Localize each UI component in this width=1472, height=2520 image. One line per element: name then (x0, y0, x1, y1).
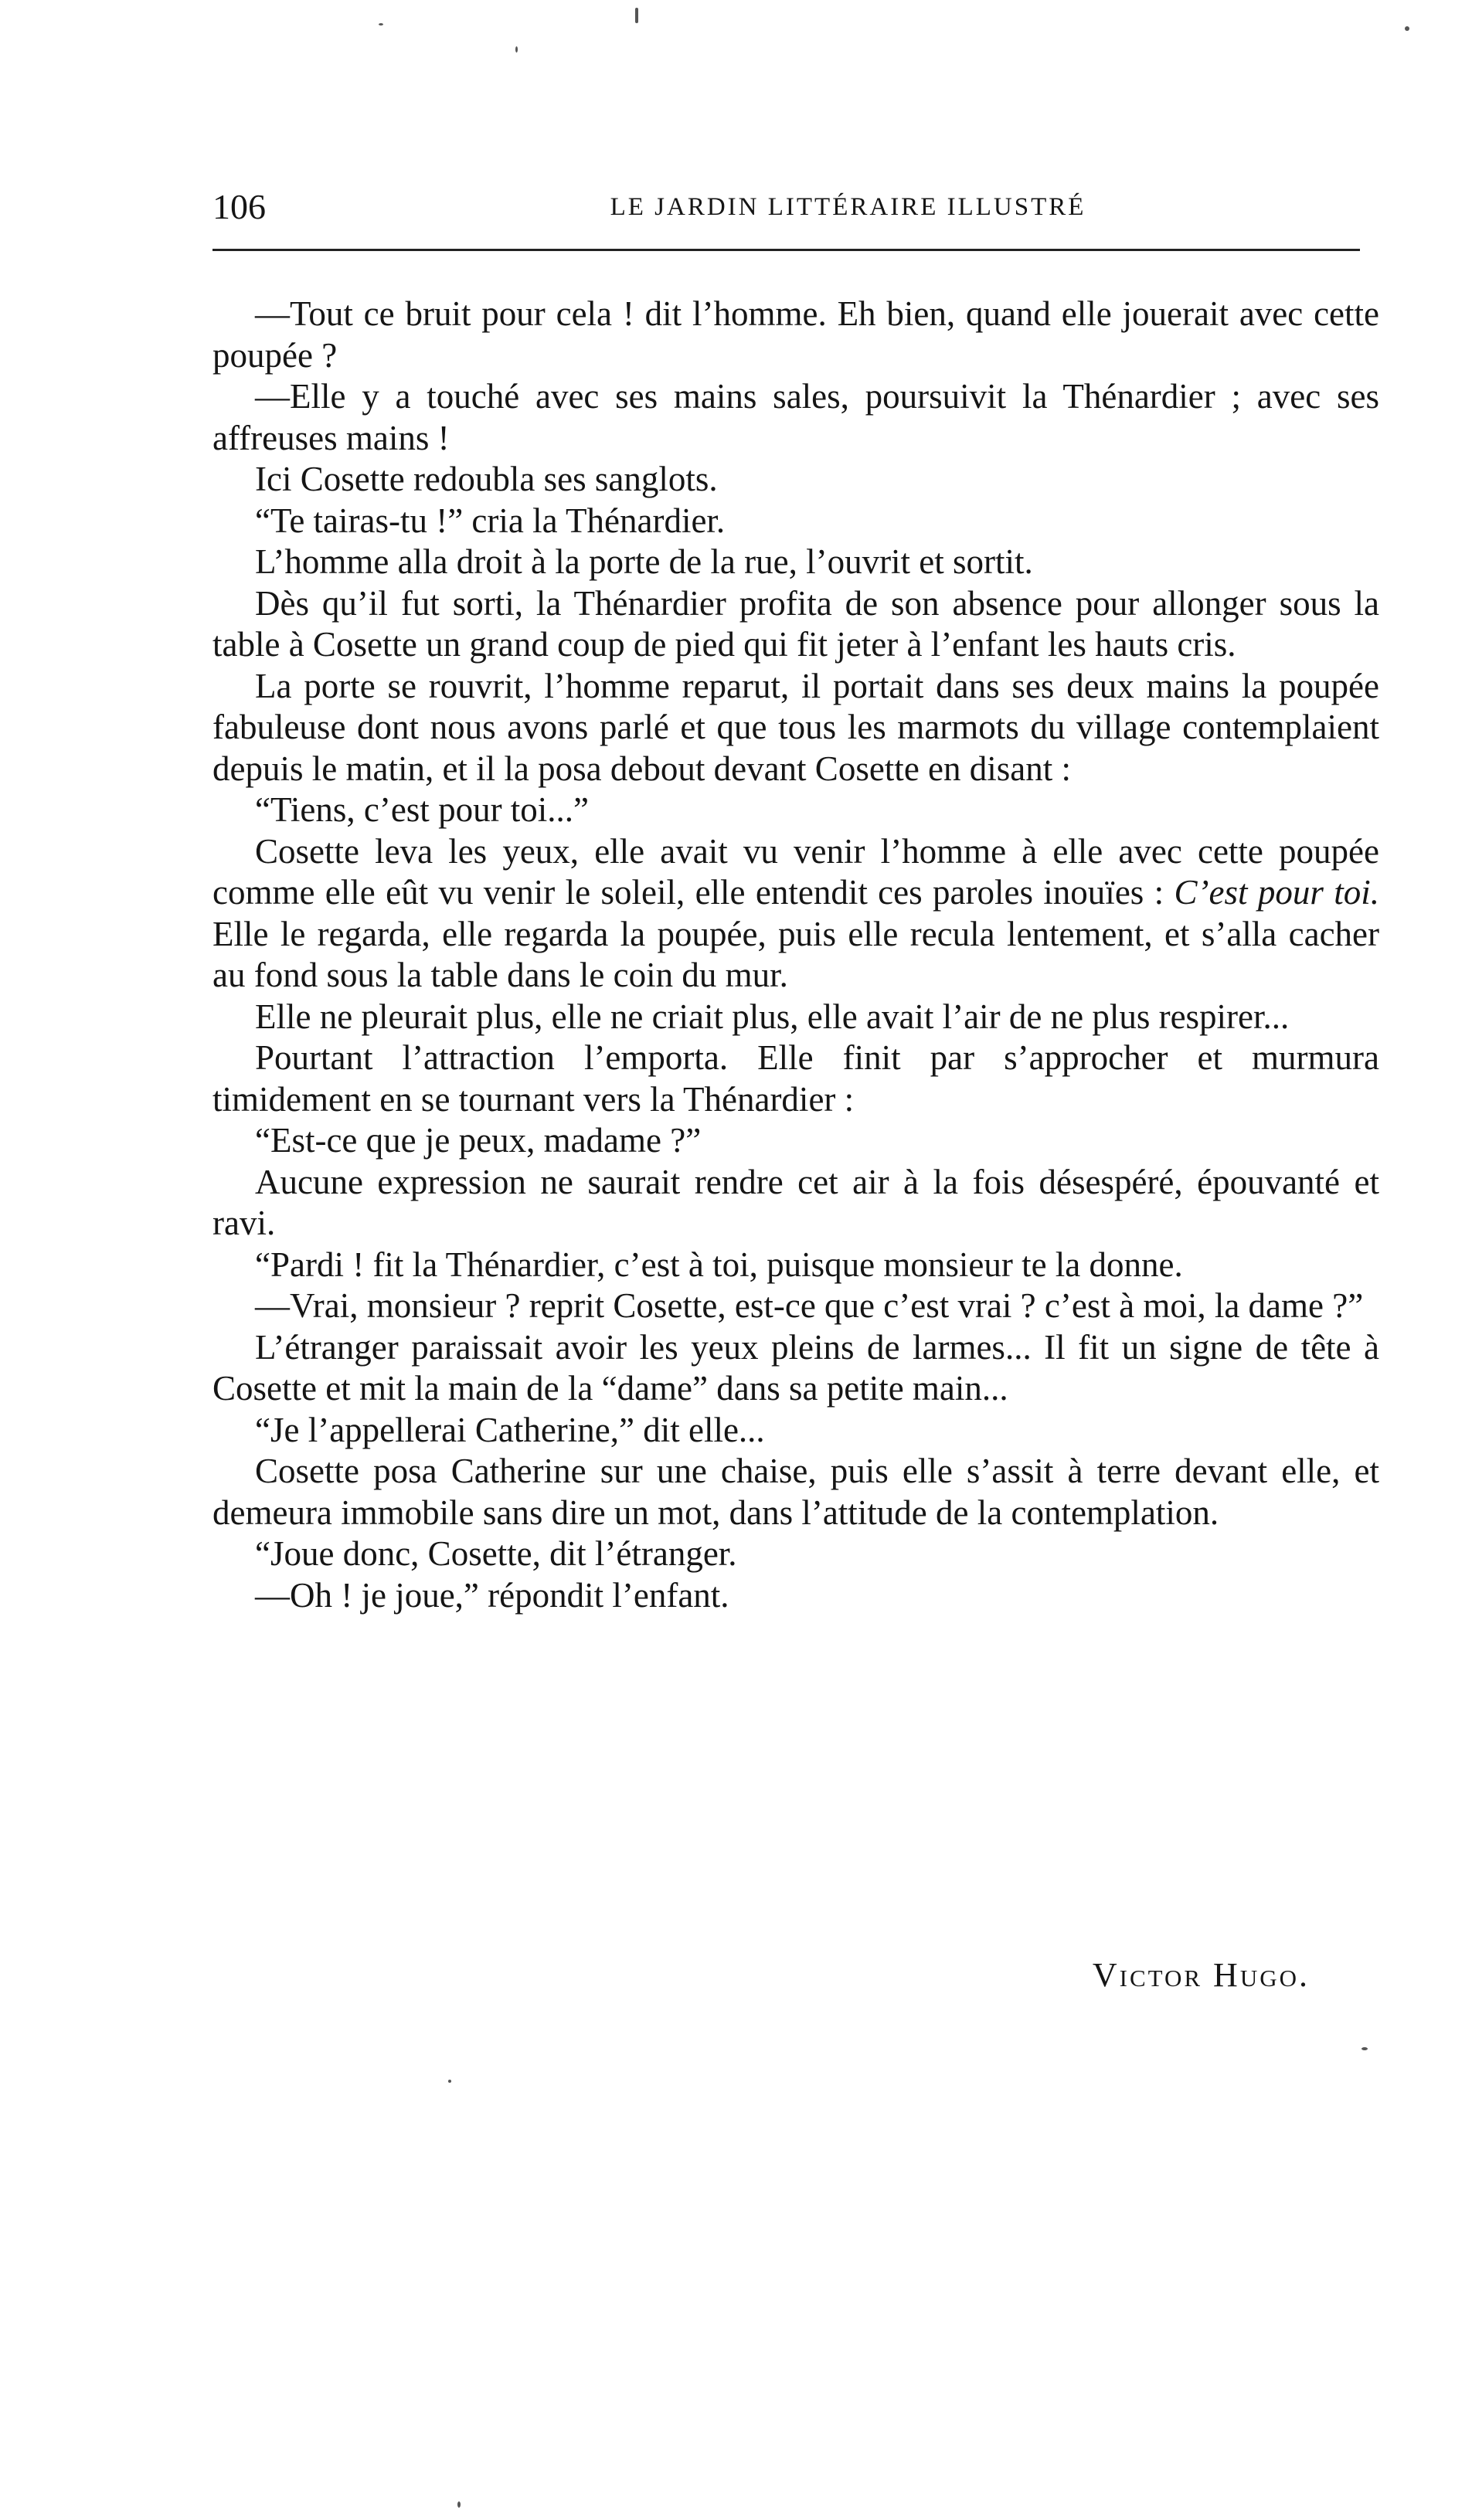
paragraph: Elle ne pleurait plus, elle ne criait plus, elle avait l’air de ne plus respirer... (255, 997, 1290, 1036)
scan-speck (1362, 2047, 1368, 2050)
paragraph: Dès qu’il fut sorti, la Thénardier profita de son absence pour allonger sous la table à Cosette un grand coup de pied qui fit jeter à l’enfant les hauts cris. (212, 583, 1379, 664)
paragraph: “Je l’appellerai Catherine,” dit elle... (255, 1410, 765, 1449)
paragraph: Ici Cosette redoubla ses sanglots. (255, 460, 718, 498)
text-body (212, 294, 1379, 1616)
paragraph: L’étranger paraissait avoir les yeux pleins de larmes... Il fit un signe de tête à Cosette et mit la main de la “dame” dans sa petite main... (212, 1327, 1379, 1408)
paragraph: —Tout ce bruit pour cela ! dit l’homme. Eh bien, quand elle jouerait avec cette poupée ? (212, 294, 1379, 375)
scan-speck (515, 46, 518, 53)
paragraph: Pourtant l’attraction l’emporta. Elle finit par s’approcher et murmura timidement en se tournant vers la Thénardier : (212, 1038, 1379, 1119)
paragraph: “Te tairas-tu !” cria la Thénardier. (255, 501, 726, 540)
paragraph: —Vrai, monsieur ? reprit Cosette, est-ce que c’est vrai ? c’est à moi, la dame ?” (255, 1286, 1364, 1325)
scan-speck (457, 2501, 461, 2508)
paragraph: “Est-ce que je peux, madame ?” (255, 1121, 702, 1160)
paragraph: L’homme alla droit à la porte de la rue, l’ouvrit et sortit. (255, 542, 1033, 581)
scan-speck (448, 2080, 451, 2083)
paragraph-with-italic (212, 831, 1379, 997)
scan-speck (1405, 26, 1409, 31)
author-signature: Victor Hugo. (1092, 1956, 1310, 1994)
running-title: LE JARDIN LITTÉRAIRE ILLUSTRÉ (610, 193, 1086, 221)
paragraph: —Oh ! je joue,” répondit l’enfant. (255, 1575, 729, 1615)
paragraph-lead: Cosette leva les yeux, elle avait vu venir l’homme à elle avec cette poupée comme elle eût vu venir le soleil, elle entendit ces paroles inouïes : (212, 831, 1379, 912)
header-rule (212, 249, 1360, 251)
paragraph: Cosette posa Catherine sur une chaise, puis elle s’assit à terre devant elle, et demeura immobile sans dire un mot, dans l’attitude de la contemplation. (212, 1452, 1379, 1532)
paragraph: “Joue donc, Cosette, dit l’étranger. (255, 1534, 737, 1573)
italic-phrase: C’est pour toi. (1174, 873, 1380, 912)
paragraph: Aucune expression ne saurait rendre cet air à la fois désespéré, épouvanté et ravi. (212, 1162, 1379, 1242)
page-number: 106 (212, 187, 266, 226)
paragraph: —Elle y a touché avec ses mains sales, poursuivit la Thénardier ; avec ses affreuses mains ! (212, 377, 1379, 457)
page-header (212, 184, 1360, 230)
scan-speck (635, 8, 638, 23)
scan-speck (379, 23, 383, 25)
paragraph: La porte se rouvrit, l’homme reparut, il portait dans ses deux mains la poupée fabuleuse dont nous avons parlé et que tous les marmots du village contemplaient depuis le matin, et il la posa debout devant Cosette en disant : (212, 666, 1379, 788)
paragraph-tail: Elle le regarda, elle regarda la poupée, puis elle recula lentement, et s’alla cacher au fond sous la table dans le coin du mur. (212, 914, 1379, 994)
paragraph: “Pardi ! fit la Thénardier, c’est à toi, puisque monsieur te la donne. (255, 1245, 1183, 1284)
paragraph: “Tiens, c’est pour toi...” (255, 790, 590, 829)
